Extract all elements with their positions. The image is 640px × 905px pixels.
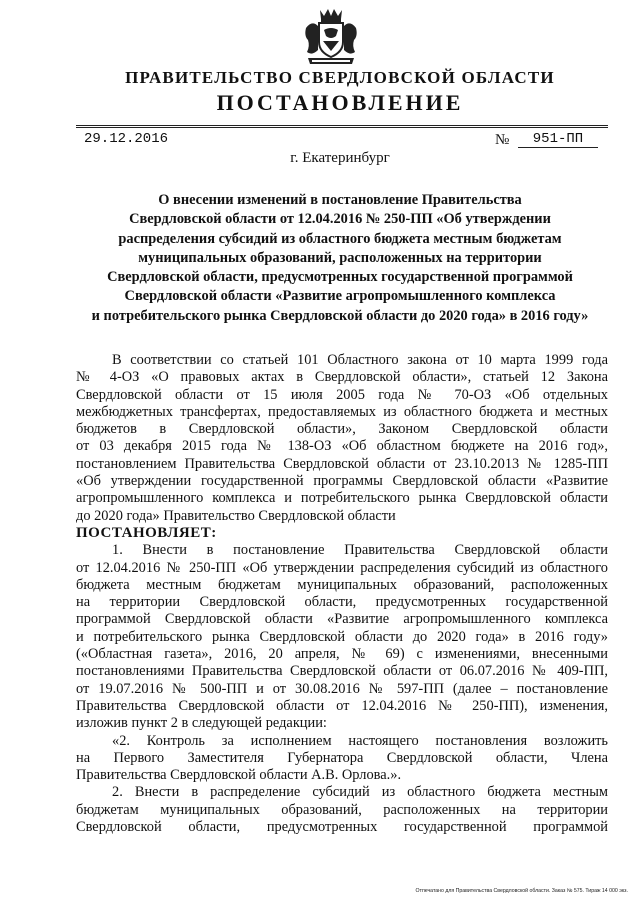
- text-line: от 19.07.2016 № 500-ПП и от 30.08.2016 № 597-ПП (далее – постановление: [76, 680, 608, 697]
- text-line: до 2020 года» Правительство Свердловской области: [76, 507, 396, 524]
- text-line: 1. Внести в постановление Правительства Свердловской области: [112, 542, 608, 559]
- document-heading: [70, 191, 610, 326]
- text-line: постановлением Правительства Свердловской области от 23.10.2013 № 1285-ПП: [76, 455, 608, 472]
- text-line: Правительства Свердловской области от 12.04.2016 № 250-ПП), изменения,: [76, 697, 608, 714]
- quoted-paragraph: [76, 733, 608, 785]
- header-rule: [76, 127, 608, 128]
- document-body: [76, 352, 608, 836]
- number-label: №: [495, 132, 510, 148]
- text-line: постановлениями Правительства Свердловской области от 06.07.2016 № 409-ПП,: [76, 663, 608, 680]
- text-line: Свердловской области, предусмотренных государственной программой: [76, 819, 608, 836]
- text-line: на территории Свердловской области, предусмотренных государственной: [76, 594, 608, 611]
- document-type: ПОСТАНОВЛЕНИЕ: [216, 90, 464, 115]
- sverdlovsk-coat-of-arms-icon: [300, 6, 362, 68]
- text-line: Правительства Свердловской области А.В. Орлова.».: [76, 767, 402, 784]
- heading-line: О внесении изменений в постановление Правительства: [158, 192, 522, 208]
- text-line: бюджета местным бюджетам муниципальных образований, расположенных: [76, 576, 608, 593]
- text-line: бюджетов в Свердловской области», Законом Свердловской области: [76, 421, 608, 438]
- document-number: 951-ПП: [518, 131, 598, 148]
- heading-line: муниципальных образований, расположенных на территории: [138, 249, 542, 266]
- heading-line: Свердловской области, предусмотренных государственной программой: [107, 269, 573, 286]
- text-line: от 12.04.2016 № 250-ПП «Об утверждении распределения субсидий из областного: [76, 559, 608, 576]
- resolves-heading: ПОСТАНОВЛЯЕТ:: [76, 524, 217, 541]
- text-line: на Первого Заместителя Губернатора Свердловской области, Члена: [76, 749, 608, 766]
- text-line: № 4-ОЗ «О правовых актах в Свердловской области», статьей 12 Закона: [76, 369, 608, 386]
- text-line: бюджетам муниципальных образований, расположенных на территории: [76, 801, 608, 818]
- heading-line: распределения субсидий из областного бюджета местным бюджетам: [118, 230, 562, 247]
- government-name: ПРАВИТЕЛЬСТВО СВЕРДЛОВСКОЙ ОБЛАСТИ: [125, 68, 555, 87]
- text-line: («Областная газета», 2016, 20 апреля, № 69) с изменениями, внесенными: [76, 646, 608, 663]
- item-2-paragraph: [76, 784, 608, 836]
- text-line: 2. Внести в распределение субсидий из областного бюджета местным: [112, 784, 608, 801]
- text-line: изложив пункт 2 в следующей редакции:: [76, 715, 327, 732]
- text-line: «Об утверждении государственной программы Свердловской области «Развитие: [76, 473, 608, 490]
- text-line: «2. Контроль за исполнением настоящего постановления возложить: [112, 732, 608, 749]
- text-line: межбюджетных трансфертах, предоставляемых из областного бюджета и местных: [76, 403, 608, 420]
- header-rule: [76, 125, 608, 126]
- document-date: 29.12.2016: [84, 131, 169, 147]
- print-footer: Отпечатано для Правительства Свердловской области. Заказ № 575. Тираж 14 000 экз.: [415, 888, 628, 894]
- text-line: программой Свердловской области «Развитие агропромышленного комплекса: [76, 611, 608, 628]
- heading-line: Свердловской области от 12.04.2016 № 250-ПП «Об утверждении: [129, 211, 551, 228]
- text-line: Свердловской области от 15 июля 2005 года № 70-ОЗ «Об отдельных: [76, 386, 608, 403]
- text-line: от 03 декабря 2015 года № 138-ОЗ «Об областном бюджете на 2016 год»,: [76, 438, 608, 455]
- item-1-paragraph: [76, 542, 608, 732]
- text-line: и потребительского рынка Свердловской области до 2020 года» в 2016 году»: [76, 628, 608, 645]
- text-line: агропромышленного комплекса и потребительского рынка Свердловской области: [76, 490, 608, 507]
- heading-line: и потребительского рынка Свердловской области до 2020 года» в 2016 году»: [91, 307, 589, 324]
- issue-city: г. Екатеринбург: [290, 150, 390, 166]
- preamble-paragraph: [76, 352, 608, 525]
- text-line: В соответствии со статьей 101 Областного закона от 10 марта 1999 года: [112, 352, 608, 368]
- heading-line: Свердловской области «Развитие агропромышленного комплекса: [124, 288, 556, 305]
